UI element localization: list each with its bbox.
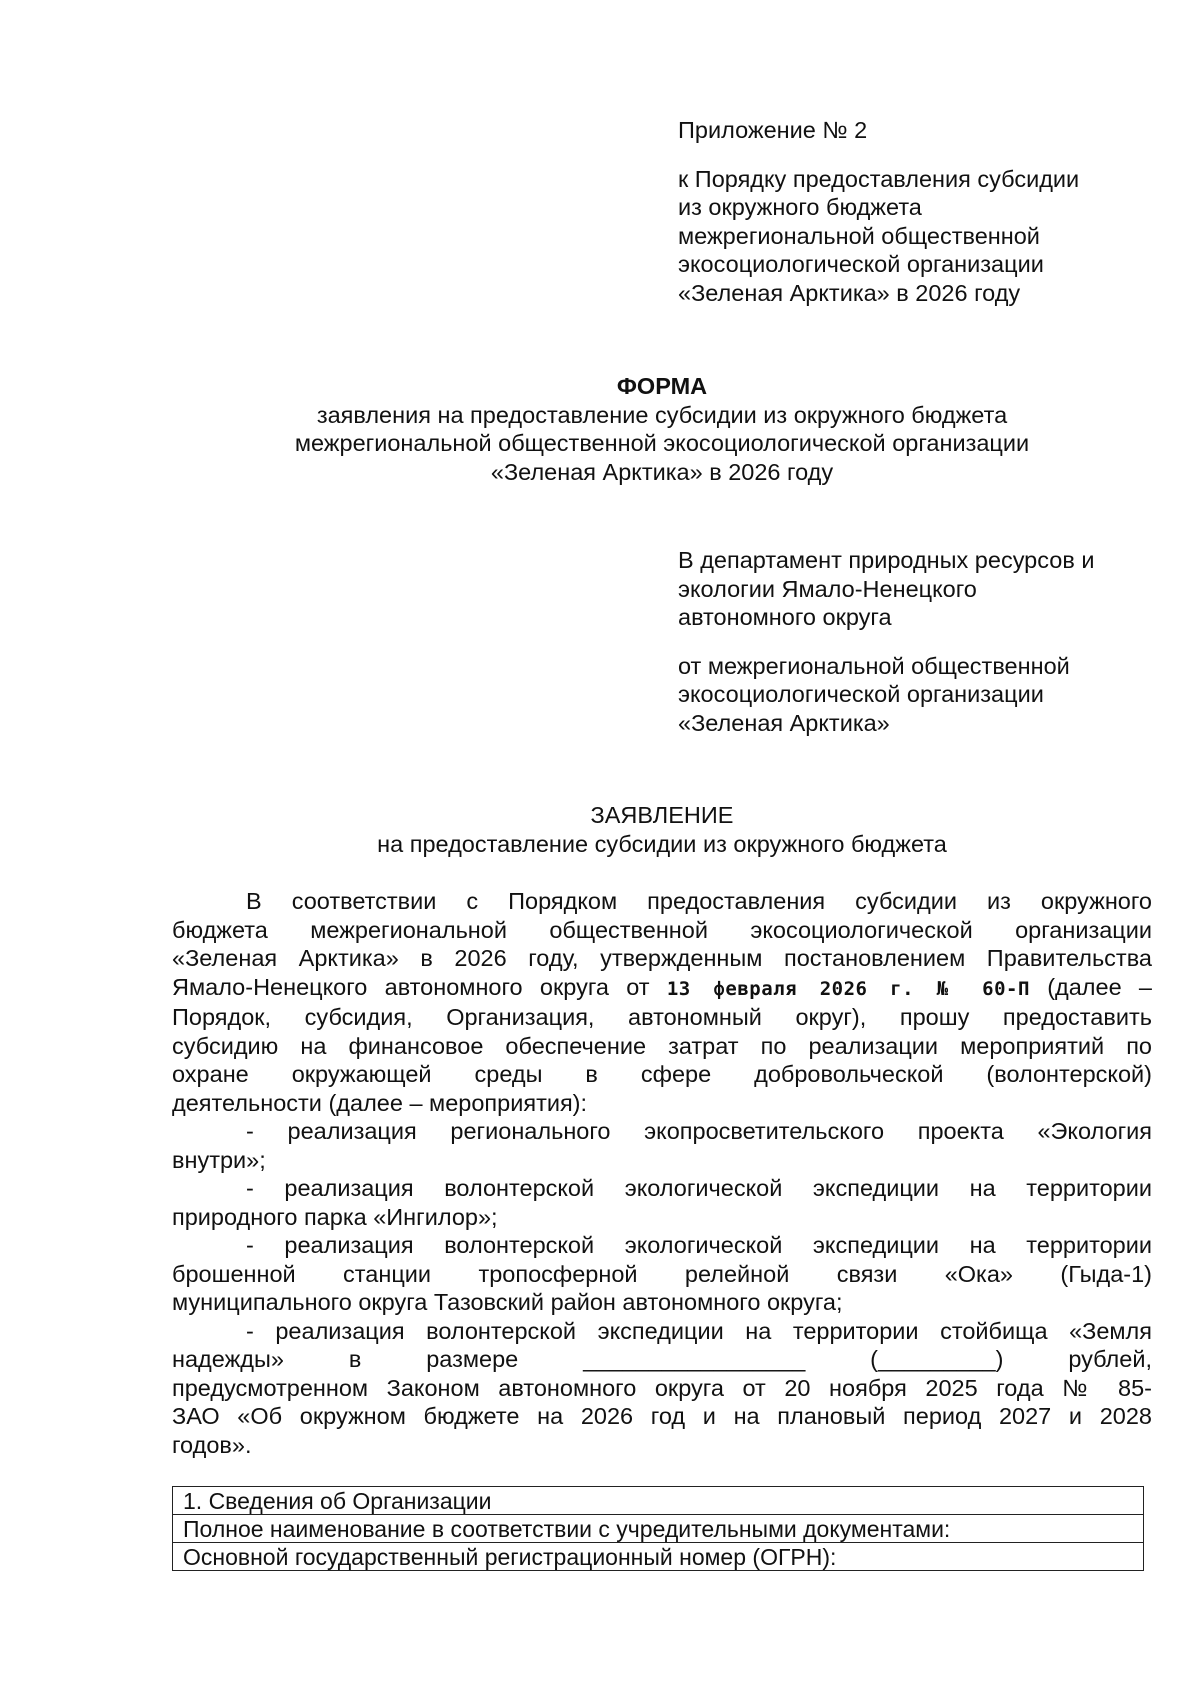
appendix-line: межрегиональной общественной bbox=[678, 222, 1040, 249]
addressee-block bbox=[678, 546, 1158, 737]
addressee-to-line: экологии Ямало-Ненецкого bbox=[678, 575, 977, 602]
addressee-from-line: экосоциологической организации bbox=[678, 681, 1044, 707]
appendix-line: к Порядку предоставления субсидии bbox=[678, 165, 1080, 192]
body-line: охране окружающей среды в сфере добровольческой (волонтерской) bbox=[172, 1061, 1152, 1087]
bullet-line: - реализация регионального экопросветительского проекта «Экология bbox=[246, 1118, 1152, 1144]
appendix-number: Приложение № 2 bbox=[678, 117, 868, 143]
form-title-line: «Зеленая Арктика» в 2026 году bbox=[490, 458, 834, 485]
appendix-line: «Зеленая Арктика» в 2026 году bbox=[678, 279, 1021, 306]
addressee-from-line: «Зеленая Арктика» bbox=[678, 709, 890, 736]
body-line: деятельности (далее – мероприятия): bbox=[172, 1089, 588, 1116]
bullet-line: предусмотренном Законом автономного округа от 20 ноября 2025 года № 85- bbox=[172, 1374, 1152, 1401]
resolution-date-stamp: 13 февраля 2026 г. № 60-П bbox=[666, 977, 1030, 1000]
statement-body bbox=[172, 887, 1152, 1459]
bullet-line: - реализация волонтерской экспедиции на территории стойбища «Земля bbox=[246, 1317, 1152, 1344]
body-line-part: (далее – bbox=[1047, 973, 1153, 1000]
statement-title bbox=[172, 801, 1152, 858]
body-line: «Зеленая Арктика» в 2026 году, утвержденным постановлением Правительства bbox=[172, 945, 1152, 971]
body-line: Порядок, субсидия, Организация, автономный округ), прошу предоставить bbox=[172, 1004, 1152, 1030]
table-cell: Полное наименование в соответствии с учредительными документами: bbox=[173, 1515, 1144, 1543]
table-row bbox=[173, 1543, 1144, 1571]
organization-info-table bbox=[172, 1486, 1144, 1571]
addressee-to-line: автономного округа bbox=[678, 604, 892, 630]
bullet-line: годов». bbox=[172, 1431, 252, 1458]
bullet-line: внутри»; bbox=[172, 1146, 266, 1173]
bullet-line: ЗАО «Об окружном бюджете на 2026 год и на плановый период 2027 и 2028 bbox=[172, 1403, 1152, 1429]
statement-heading: ЗАЯВЛЕНИЕ bbox=[590, 802, 734, 828]
body-line: бюджета межрегиональной общественной экосоциологической организации bbox=[172, 916, 1152, 943]
table-cell: Основной государственный регистрационный номер (ОГРН): bbox=[173, 1543, 1144, 1571]
addressee-to-line: В департамент природных ресурсов и bbox=[678, 547, 1095, 573]
bullet-line: - реализация волонтерской экологической экспедиции на территории bbox=[246, 1232, 1152, 1258]
bullet-line: - реализация волонтерской экологической экспедиции на территории bbox=[246, 1175, 1152, 1201]
bullet-line: природного парка «Ингилор»; bbox=[172, 1203, 498, 1230]
table-row bbox=[173, 1487, 1144, 1515]
bullet-line: брошенной станции тропосферной релейной связи «Ока» (Гыда-1) bbox=[172, 1260, 1152, 1287]
form-heading: ФОРМА bbox=[616, 373, 708, 399]
form-title-line: заявления на предоставление субсидии из окружного бюджета bbox=[316, 401, 1008, 428]
statement-subheading: на предоставление субсидии из окружного бюджета bbox=[377, 830, 947, 857]
form-title-line: межрегиональной общественной экосоциологической организации bbox=[294, 430, 1030, 456]
addressee-from-line: от межрегиональной общественной bbox=[678, 652, 1070, 679]
bullet-line: муниципального округа Тазовский район автономного округа; bbox=[172, 1289, 843, 1315]
appendix-line: экосоциологической организации bbox=[678, 251, 1044, 277]
body-line: субсидию на финансовое обеспечение затрат по реализации мероприятий по bbox=[172, 1032, 1152, 1059]
body-line-part: Ямало-Ненецкого автономного округа от bbox=[172, 973, 650, 1000]
appendix-line: из окружного бюджета bbox=[678, 194, 922, 220]
body-line: В соответствии с Порядком предоставления субсидии из окружного bbox=[246, 888, 1152, 914]
form-title-block bbox=[172, 372, 1152, 486]
body-line-with-stamp bbox=[172, 973, 1152, 1004]
appendix-block bbox=[678, 116, 1158, 307]
table-cell: 1. Сведения об Организации bbox=[173, 1487, 1144, 1515]
bullet-line: надежды» в размере _________________ (_________) рублей, bbox=[172, 1346, 1152, 1372]
table-row bbox=[173, 1515, 1144, 1543]
